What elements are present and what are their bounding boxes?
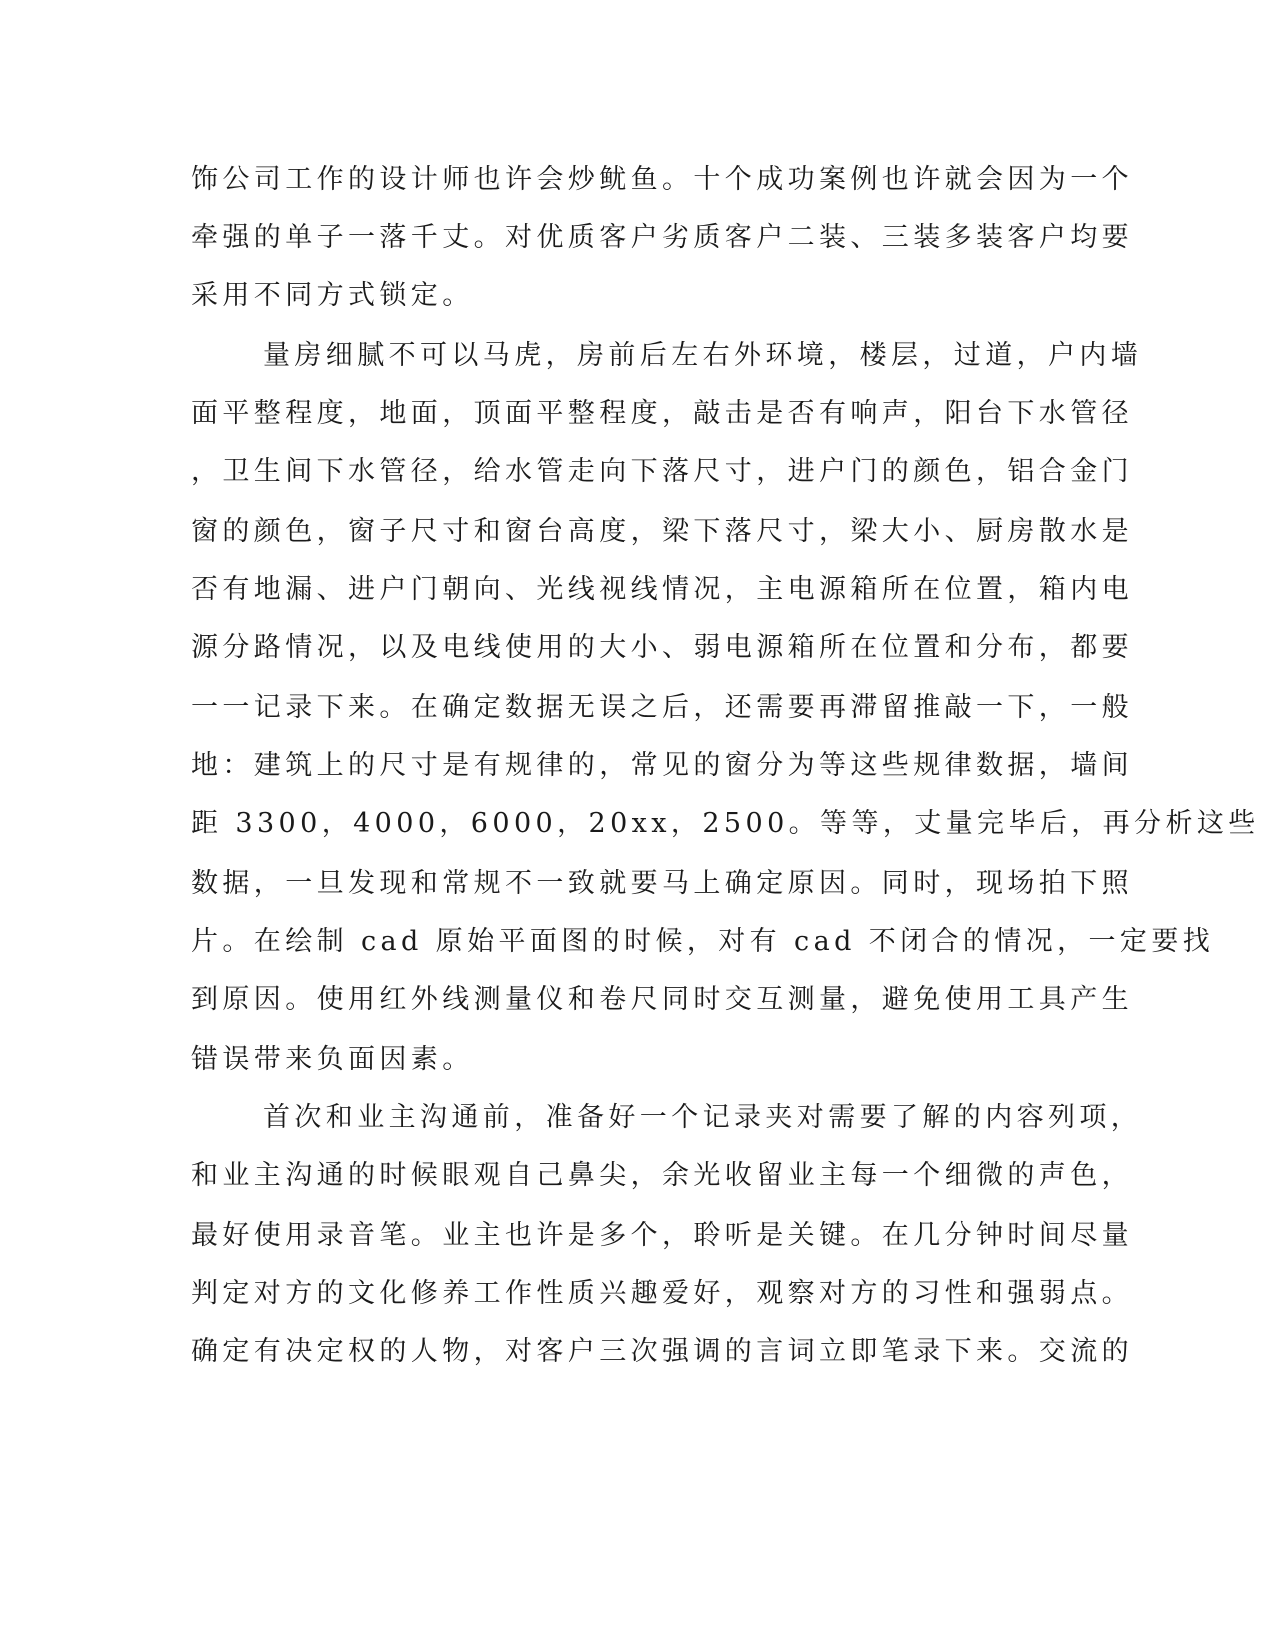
text-line: 最好使用录音笔。业主也许是多个，聆听是关键。在几分钟时间尽量: [191, 1220, 1133, 1251]
text-line: 否有地漏、进户门朝向、光线视线情况，主电源箱所在位置，箱内电: [191, 574, 1133, 605]
text-line: 和业主沟通的时候眼观自己鼻尖，余光收留业主每一个细微的声色，: [191, 1160, 1133, 1191]
text-line: 判定对方的文化修养工作性质兴趣爱好，观察对方的习性和强弱点。: [191, 1278, 1133, 1309]
text-line: 错误带来负面因素。: [191, 1044, 474, 1075]
text-line: 一一记录下来。在确定数据无误之后，还需要再滞留推敲一下，一般: [191, 692, 1133, 723]
text-line: 片。在绘制 cad 原始平面图的时候，对有 cad 不闭合的情况，一定要找: [191, 926, 1215, 957]
text-line: 牵强的单子一落千丈。对优质客户劣质客户二装、三装多装客户均要: [191, 222, 1133, 253]
text-line: 数据，一旦发现和常规不一致就要马上确定原因。同时，现场拍下照: [191, 868, 1133, 899]
text-line: 源分路情况，以及电线使用的大小、弱电源箱所在位置和分布，都要: [191, 632, 1133, 663]
text-line: 面平整程度，地面，顶面平整程度，敲击是否有响声，阳台下水管径: [191, 398, 1133, 429]
text-line: 地：建筑上的尺寸是有规律的，常见的窗分为等这些规律数据，墙间: [191, 750, 1133, 781]
text-line: 饰公司工作的设计师也许会炒鱿鱼。十个成功案例也许就会因为一个: [191, 164, 1133, 195]
text-line: 采用不同方式锁定。: [191, 280, 474, 311]
text-line: 距 3300，4000，6000，20xx，2500。等等，丈量完毕后，再分析这些: [191, 808, 1260, 839]
text-line: 窗的颜色，窗子尺寸和窗台高度，梁下落尺寸，梁大小、厨房散水是: [191, 516, 1133, 547]
paragraph-start-line: 量房细腻不可以马虎，房前后左右外环境，楼层，过道，户内墙: [263, 340, 1143, 371]
text-line: ，卫生间下水管径，给水管走向下落尺寸，进户门的颜色，铝合金门: [191, 456, 1133, 487]
text-line: 到原因。使用红外线测量仪和卷尺同时交互测量，避免使用工具产生: [191, 984, 1133, 1015]
text-line: 确定有决定权的人物，对客户三次强调的言词立即笔录下来。交流的: [191, 1336, 1133, 1367]
paragraph-start-line: 首次和业主沟通前，准备好一个记录夹对需要了解的内容列项，: [263, 1102, 1143, 1133]
